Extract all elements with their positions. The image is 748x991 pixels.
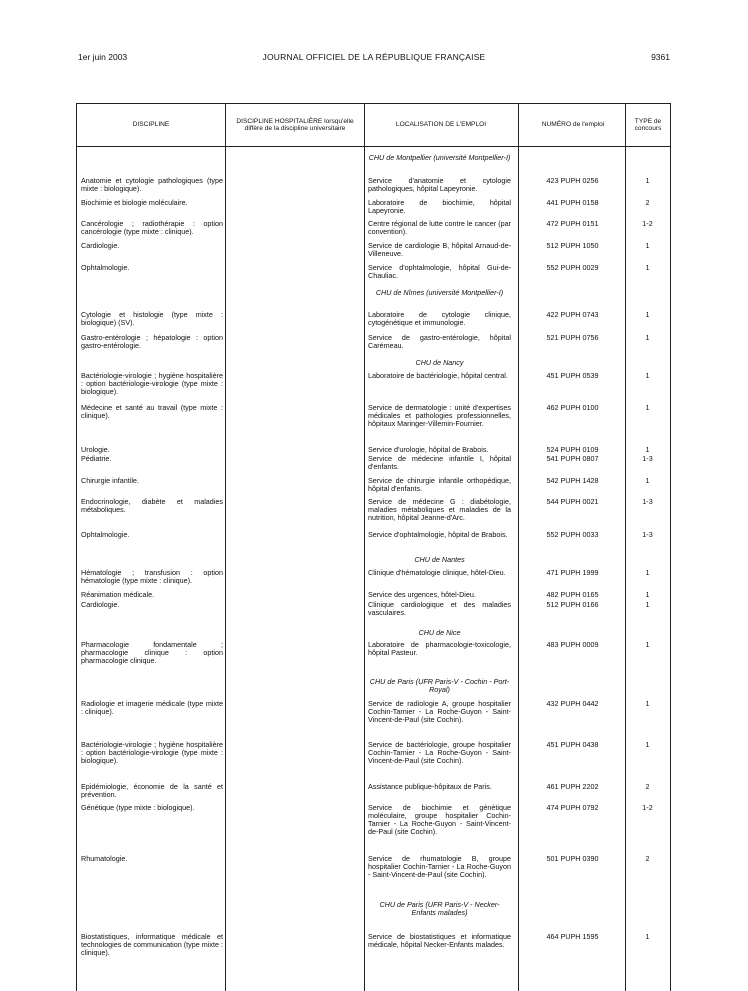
number-cell: 524 PUPH 0109 bbox=[546, 445, 599, 454]
location-cell: Service de radiologie A, groupe hospitalier Cochin-Tarnier - La Roche-Guyon - Saint-Vincent-de-Paul (site Cochin). bbox=[368, 699, 511, 725]
number-cell: 542 PUPH 1428 bbox=[546, 476, 599, 485]
discipline-cell: Hématologie ; transfusion : option hématologie (type mixte : clinique). bbox=[81, 568, 223, 586]
type-cell: 1-3 bbox=[642, 454, 653, 463]
number-cell: 541 PUPH 0807 bbox=[546, 454, 599, 463]
type-cell: 1 bbox=[645, 932, 650, 941]
type-cell: 2 bbox=[645, 854, 650, 863]
number-cell: 544 PUPH 0021 bbox=[546, 497, 599, 506]
discipline-cell: Anatomie et cytologie pathologiques (type mixte : biologique). bbox=[81, 176, 223, 194]
type-cell: 1 bbox=[645, 263, 650, 272]
location-cell: Clinique cardiologique et des maladies vasculaires. bbox=[368, 600, 511, 618]
location-cell: Service de rhumatologie B, groupe hospitalier Cochin-Tarnier - La Roche-Guyon - Saint-Vincent-de-Paul (site Cochin). bbox=[368, 854, 511, 880]
column-divider bbox=[225, 104, 226, 991]
location-cell: Laboratoire de biochimie, hôpital Lapeyronie. bbox=[368, 198, 511, 216]
discipline-cell: Pharmacologie fondamentale ; pharmacologie clinique : option pharmacologie clinique. bbox=[81, 640, 223, 666]
type-cell: 1 bbox=[645, 568, 650, 577]
number-cell: 441 PUPH 0158 bbox=[546, 198, 599, 207]
type-cell: 1 bbox=[645, 476, 650, 485]
header-location: LOCALISATION DE L'EMPLOI bbox=[395, 121, 487, 129]
location-cell: Service de biochimie et génétique moléculaire, groupe hospitalier Cochin-Tarnier - La Roche-Guyon - Saint-Vincent-de-Paul (site Cochin). bbox=[368, 803, 511, 837]
location-cell: Clinique d'hématologie clinique, hôtel-Dieu. bbox=[368, 568, 506, 577]
location-cell: Service d'ophtalmologie, hôpital Gui-de-Chauliac. bbox=[368, 263, 511, 281]
issue-date: 1er juin 2003 bbox=[78, 52, 128, 62]
location-cell: Service d'urologie, hôpital de Brabois. bbox=[368, 445, 489, 454]
number-cell: 461 PUPH 2202 bbox=[546, 782, 599, 791]
discipline-cell: Epidémiologie, économie de la santé et prévention. bbox=[81, 782, 223, 800]
number-cell: 482 PUPH 0165 bbox=[546, 590, 599, 599]
chu-heading: CHU de Nice bbox=[418, 628, 461, 637]
discipline-cell: Cardiologie. bbox=[81, 600, 120, 609]
location-cell: Service de biostatistiques et informatique médicale, hôpital Necker-Enfants malades. bbox=[368, 932, 511, 950]
discipline-cell: Biochimie et biologie moléculaire. bbox=[81, 198, 188, 207]
discipline-cell: Cytologie et histologie (type mixte : biologique) (SV). bbox=[81, 310, 223, 328]
type-cell: 1-3 bbox=[642, 530, 653, 539]
number-cell: 512 PUPH 0166 bbox=[546, 600, 599, 609]
page-number: 9361 bbox=[651, 52, 670, 62]
location-cell: Service des urgences, hôtel-Dieu. bbox=[368, 590, 476, 599]
discipline-cell: Urologie. bbox=[81, 445, 110, 454]
chu-heading: CHU de Paris (UFR Paris-V - Necker-Enfants malades) bbox=[379, 900, 500, 918]
table-header bbox=[77, 104, 670, 147]
type-cell: 1 bbox=[645, 590, 650, 599]
page-header bbox=[0, 52, 748, 66]
chu-heading: CHU de Nantes bbox=[414, 555, 465, 564]
discipline-cell: Chirurgie infantile. bbox=[81, 476, 139, 485]
discipline-cell: Rhumatologie. bbox=[81, 854, 128, 863]
type-cell: 1-2 bbox=[642, 219, 653, 228]
type-cell: 1 bbox=[645, 600, 650, 609]
chu-heading: CHU de Nîmes (université Montpellier-I) bbox=[375, 288, 504, 297]
location-cell: Laboratoire de cytologie clinique, cytogénétique et immunologie. bbox=[368, 310, 511, 328]
number-cell: 423 PUPH 0256 bbox=[546, 176, 599, 185]
type-cell: 2 bbox=[645, 198, 650, 207]
location-cell: Service de dermatologie : unité d'expertises médicales et pathologies professionnelles, hôpitaux Maringer-Villemin-Fournier. bbox=[368, 403, 511, 429]
type-cell: 1 bbox=[645, 176, 650, 185]
type-cell: 1 bbox=[645, 403, 650, 412]
discipline-cell: Médecine et santé au travail (type mixte : clinique). bbox=[81, 403, 223, 421]
discipline-cell: Cardiologie. bbox=[81, 241, 120, 250]
location-cell: Service de cardiologie B, hôpital Arnaud-de-Villeneuve. bbox=[368, 241, 511, 259]
type-cell: 1 bbox=[645, 640, 650, 649]
type-cell: 1 bbox=[645, 241, 650, 250]
number-cell: 464 PUPH 1595 bbox=[546, 932, 599, 941]
location-cell: Service d'anatomie et cytologie pathologiques, hôpital Lapeyronie. bbox=[368, 176, 511, 194]
type-cell: 1 bbox=[645, 371, 650, 380]
number-cell: 451 PUPH 0539 bbox=[546, 371, 599, 380]
number-cell: 552 PUPH 0033 bbox=[546, 530, 599, 539]
type-cell: 1-2 bbox=[642, 803, 653, 812]
number-cell: 521 PUPH 0756 bbox=[546, 333, 599, 342]
journal-title: JOURNAL OFFICIEL DE LA RÉPUBLIQUE FRANÇAISE bbox=[262, 52, 486, 62]
discipline-cell: Biostatistiques, informatique médicale et technologies de communication (type mixte : clinique). bbox=[81, 932, 223, 958]
type-cell: 1 bbox=[645, 699, 650, 708]
location-cell: Centre régional de lutte contre le cancer (par convention). bbox=[368, 219, 511, 237]
discipline-cell: Radiologie et imagerie médicale (type mixte : clinique). bbox=[81, 699, 223, 717]
number-cell: 462 PUPH 0100 bbox=[546, 403, 599, 412]
discipline-cell: Bactériologie-virologie ; hygiène hospitalière : option bactériologie-virologie (type mixte : biologique). bbox=[81, 740, 223, 766]
type-cell: 1 bbox=[645, 445, 650, 454]
number-cell: 512 PUPH 1050 bbox=[546, 241, 599, 250]
header-discipline: DISCIPLINE bbox=[132, 121, 170, 129]
type-cell: 1 bbox=[645, 740, 650, 749]
location-cell: Laboratoire de bactériologie, hôpital central. bbox=[368, 371, 508, 380]
number-cell: 552 PUPH 0029 bbox=[546, 263, 599, 272]
number-cell: 483 PUPH 0009 bbox=[546, 640, 599, 649]
header-hospital-discipline: DISCIPLINE HOSPITALIÈRE lorsqu'elle diffère de la discipline universitaire bbox=[236, 117, 354, 132]
location-cell: Service de bactériologie, groupe hospitalier Cochin-Tarnier - La Roche-Guyon - Saint-Vincent-de-Paul (site Cochin). bbox=[368, 740, 511, 766]
chu-heading: CHU de Montpellier (université Montpellier-I) bbox=[368, 153, 511, 162]
header-number: NUMÉRO de l'emploi bbox=[541, 121, 605, 129]
type-cell: 1 bbox=[645, 310, 650, 319]
number-cell: 432 PUPH 0442 bbox=[546, 699, 599, 708]
location-cell: Service de chirurgie infantile orthopédique, hôpital d'enfants. bbox=[368, 476, 511, 494]
location-cell: Service de médecine G : diabétologie, maladies métaboliques et maladies de la nutrition, hôpital Jeanne-d'Arc. bbox=[368, 497, 511, 523]
location-cell: Service de médecine infantile I, hôpital d'enfants. bbox=[368, 454, 511, 472]
discipline-cell: Pédiatrie. bbox=[81, 454, 112, 463]
discipline-cell: Génétique (type mixte : biologique). bbox=[81, 803, 195, 812]
chu-heading: CHU de Paris (UFR Paris-V - Cochin - Port-Royal) bbox=[369, 677, 510, 695]
discipline-cell: Bactériologie-virologie ; hygiène hospitalière : option bactériologie-virologie (type mixte : biologique). bbox=[81, 371, 223, 397]
location-cell: Service d'ophtalmologie, hôpital de Brabois. bbox=[368, 530, 508, 539]
number-cell: 501 PUPH 0390 bbox=[546, 854, 599, 863]
discipline-cell: Gastro-entérologie ; hépatologie : option gastro-entérologie. bbox=[81, 333, 223, 351]
number-cell: 451 PUPH 0438 bbox=[546, 740, 599, 749]
type-cell: 2 bbox=[645, 782, 650, 791]
discipline-cell: Réanimation médicale. bbox=[81, 590, 155, 599]
discipline-cell: Ophtalmologie. bbox=[81, 530, 130, 539]
location-cell: Assistance publique-hôpitaux de Paris. bbox=[368, 782, 492, 791]
header-type: TYPE de concours bbox=[634, 117, 662, 132]
column-divider bbox=[518, 104, 519, 991]
location-cell: Service de gastro-entérologie, hôpital Carémeau. bbox=[368, 333, 511, 351]
discipline-cell: Endocrinologie, diabète et maladies métaboliques. bbox=[81, 497, 223, 515]
column-divider bbox=[364, 104, 365, 991]
chu-heading: CHU de Nancy bbox=[415, 358, 464, 367]
number-cell: 474 PUPH 0792 bbox=[546, 803, 599, 812]
type-cell: 1-3 bbox=[642, 497, 653, 506]
location-cell: Laboratoire de pharmacologie-toxicologie, hôpital Pasteur. bbox=[368, 640, 511, 658]
number-cell: 422 PUPH 0743 bbox=[546, 310, 599, 319]
discipline-cell: Ophtalmologie. bbox=[81, 263, 130, 272]
number-cell: 472 PUPH 0151 bbox=[546, 219, 599, 228]
discipline-cell: Cancérologie ; radiothérapie : option cancérologie (type mixte : clinique). bbox=[81, 219, 223, 237]
type-cell: 1 bbox=[645, 333, 650, 342]
positions-table bbox=[76, 103, 671, 991]
number-cell: 471 PUPH 1999 bbox=[546, 568, 599, 577]
